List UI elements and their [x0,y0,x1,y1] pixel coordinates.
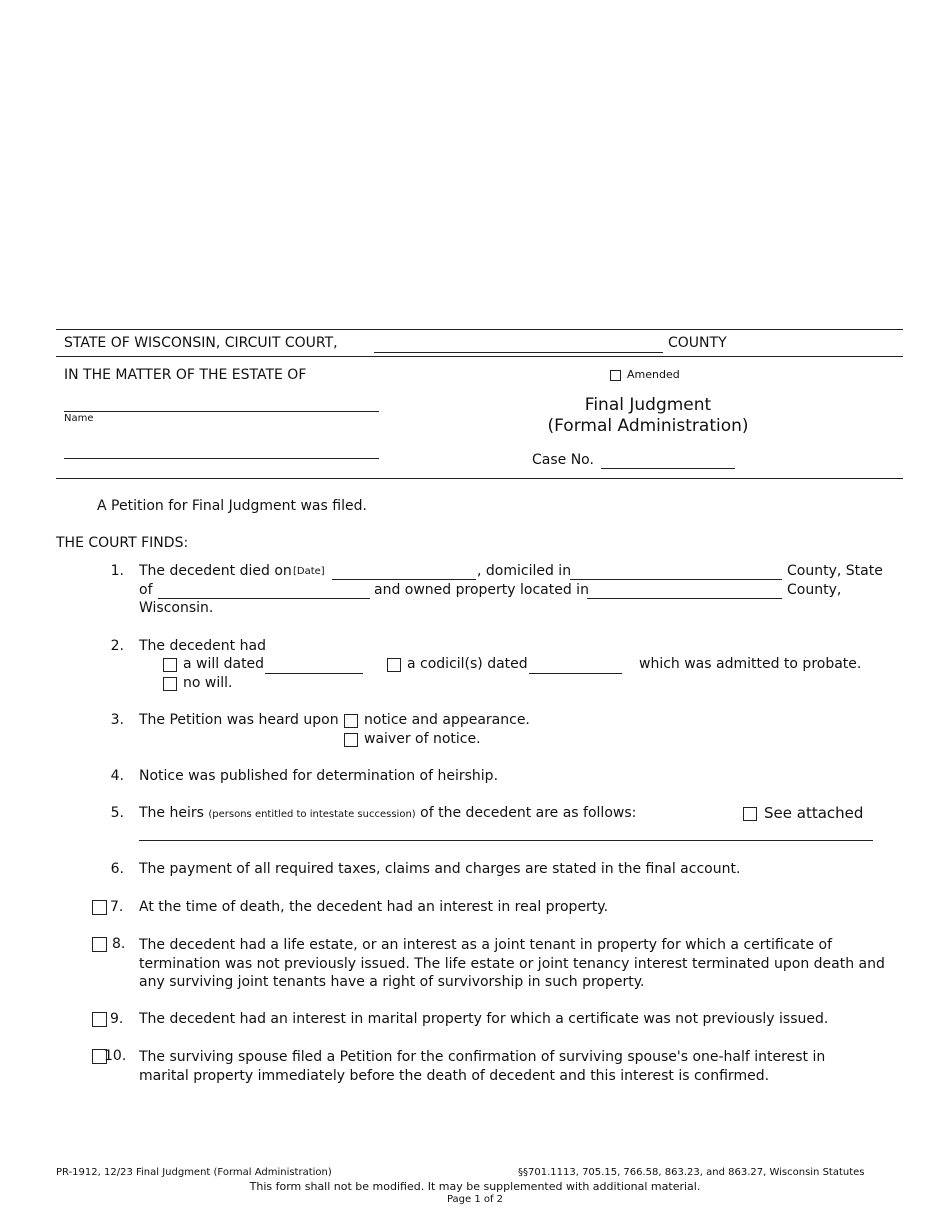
item-3-waiver: waiver of notice. [364,731,481,747]
item-1-date-hint: [Date] [293,566,325,577]
item-7-number: 7. [110,899,124,915]
item-4-number: 4. [110,768,124,784]
header-mid-rule [56,356,903,357]
item-5-hint: (persons entitled to intestate succession) [208,809,416,820]
item-2-codicil: a codicil(s) dated [407,656,528,672]
name-caption: Name [64,413,94,424]
item-3-notice: notice and appearance. [364,712,530,728]
estate-name-field-2[interactable] [64,458,379,459]
will-date-field[interactable] [265,673,363,674]
footer-form-id: PR-1912, 12/23 Final Judgment (Formal Administration) [56,1167,332,1178]
item-2-had: The decedent had [139,638,266,654]
form-title: Final Judgment [584,395,712,415]
matter-of-label: IN THE MATTER OF THE ESTATE OF [64,367,307,383]
item-7-checkbox[interactable] [92,900,107,915]
item-1-domiciled: , domiciled in [477,563,572,579]
item-10-number: 10. [104,1048,127,1064]
item-6-text: The payment of all required taxes, claims and charges are stated in the final account. [139,861,741,877]
item-3-heard: The Petition was heard upon [139,712,339,728]
item-2-will: a will dated [183,656,265,672]
item-8-number: 8. [112,936,126,952]
codicil-date-field[interactable] [529,673,622,674]
item-7-text: At the time of death, the decedent had an interest in real property. [139,899,609,915]
codicil-checkbox[interactable] [387,658,401,672]
no-will-checkbox[interactable] [163,677,177,691]
item-2-no-will: no will. [183,675,233,691]
waiver-checkbox[interactable] [344,733,358,747]
see-attached-checkbox[interactable] [743,807,757,821]
item-8-text: The decedent had a life estate, or an interest as a joint tenant in property for which a certificate of termination was not previously issued. The life estate or joint tenancy interest terminated upon death and any surviving joint tenants have a right of survivorship in such property. [139,937,885,990]
item-3-number: 3. [110,712,124,728]
header-bottom-rule [56,478,903,479]
death-date-field[interactable] [332,579,476,580]
will-checkbox[interactable] [163,658,177,672]
item-10-text: The surviving spouse filed a Petition for the confirmation of surviving spouse's one-half interest in marital property immediately before the death of decedent and this interest is confirmed. [139,1049,826,1084]
item-5-number: 5. [110,805,124,821]
item-2-admitted: which was admitted to probate. [639,656,862,672]
item-1-number: 1. [110,563,124,579]
item-9-number: 9. [110,1011,124,1027]
state-court-label: STATE OF WISCONSIN, CIRCUIT COURT, [64,335,338,351]
header-top-rule [56,329,903,330]
property-county-field[interactable] [587,598,782,599]
item-5-see-attached: See attached [764,804,864,822]
item-1-county-state: County, State [787,563,883,579]
estate-name-field[interactable] [64,411,379,412]
notice-appearance-checkbox[interactable] [344,714,358,728]
item-8-checkbox[interactable] [92,937,107,952]
domicile-county-field[interactable] [570,579,782,580]
county-label: COUNTY [668,335,727,351]
item-1-owned: and owned property located in [374,582,589,598]
item-4-text: Notice was published for determination of heirship. [139,768,499,784]
intro-text: A Petition for Final Judgment was filed. [97,498,367,514]
item-1-wisconsin: Wisconsin. [139,600,214,616]
footer-statutes: §§701.1113, 705.15, 766.58, 863.23, and 863.27, Wisconsin Statutes [518,1167,865,1178]
item-6-number: 6. [110,861,124,877]
item-9-checkbox[interactable] [92,1012,107,1027]
item-9-text: The decedent had an interest in marital property for which a certificate was not previously issued. [139,1011,829,1027]
amended-checkbox[interactable] [610,370,621,381]
court-finds-heading: THE COURT FINDS: [56,535,189,551]
form-subtitle: (Formal Administration) [547,416,749,436]
domicile-state-field[interactable] [158,598,370,599]
item-5-heirs-label: The heirs [139,805,204,821]
item-1-of: of [139,582,153,598]
case-no-field[interactable] [601,468,735,469]
item-1-county: County, [787,582,842,598]
footer-notice: This form shall not be modified. It may be supplemented with additional material. [249,1180,701,1193]
county-name-field[interactable] [374,352,663,353]
heirs-field[interactable] [139,840,873,841]
footer-page: Page 1 of 2 [446,1194,504,1205]
item-5-rest: of the decedent are as follows: [420,805,637,821]
item-1-died-on: The decedent died on [139,563,292,579]
case-no-label: Case No. [532,452,594,468]
amended-label: Amended [627,368,680,381]
item-5-heirs [139,805,636,821]
item-2-number: 2. [110,638,124,654]
